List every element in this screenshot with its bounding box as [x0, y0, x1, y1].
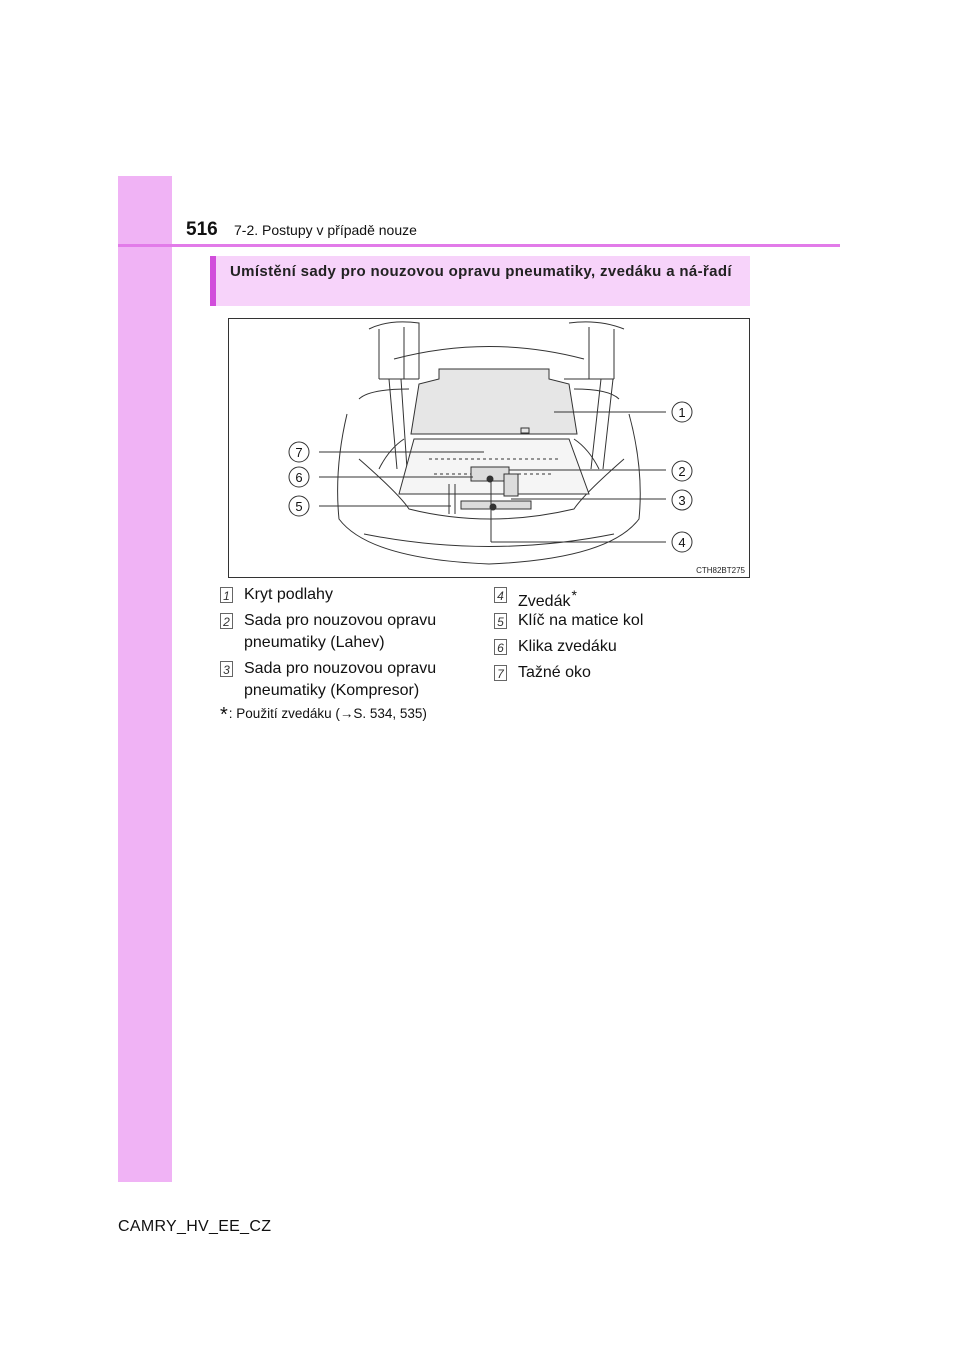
- car-trunk-drawing: [229, 319, 750, 578]
- legend-number: 6: [494, 639, 507, 655]
- side-tab: [118, 176, 172, 1182]
- legend-number: 3: [220, 661, 233, 677]
- legend-text: Kryt podlahy: [244, 586, 333, 603]
- legend-text: Zvedák: [518, 593, 571, 610]
- legend-number: 2: [220, 613, 233, 629]
- callout-1: 1: [678, 405, 686, 420]
- document-code: CAMRY_HV_EE_CZ: [118, 1218, 272, 1235]
- page-number: 516: [186, 219, 218, 240]
- callout-6: 6: [295, 470, 303, 485]
- callout-4: 4: [678, 535, 686, 550]
- legend-number: 7: [494, 665, 507, 681]
- callout-2: 2: [678, 464, 686, 479]
- footnote-star: *: [220, 704, 228, 726]
- figure-code: CTH82BT275: [696, 566, 745, 575]
- section-title: 7-2. Postupy v případě nouze: [234, 222, 417, 238]
- legend-text: Sada pro nouzovou opravu pneumatiky (Kompresor): [244, 660, 437, 699]
- legend-number: 1: [220, 587, 233, 603]
- callout-5: 5: [295, 499, 303, 514]
- footnote-text: : Použití zvedáku (→S. 534, 535): [228, 706, 427, 721]
- heading-box: [210, 256, 750, 306]
- footnote: [220, 704, 427, 727]
- legend-number: 4: [494, 587, 507, 603]
- header-rule: [118, 244, 840, 247]
- callout-3: 3: [678, 493, 686, 508]
- legend-number: 5: [494, 613, 507, 629]
- trunk-illustration: [228, 318, 750, 578]
- callout-7: 7: [295, 445, 303, 460]
- heading-text: Umístění sady pro nouzovou opravu pneumatiky, zvedáku a ná-řadí: [230, 263, 732, 280]
- legend-text: Sada pro nouzovou opravu pneumatiky (Lahev): [244, 612, 437, 651]
- legend-text: Klíč na matice kol: [518, 612, 644, 629]
- asterisk: *: [571, 587, 577, 603]
- legend-text: Klika zvedáku: [518, 638, 617, 655]
- legend-text: Tažné oko: [518, 664, 591, 681]
